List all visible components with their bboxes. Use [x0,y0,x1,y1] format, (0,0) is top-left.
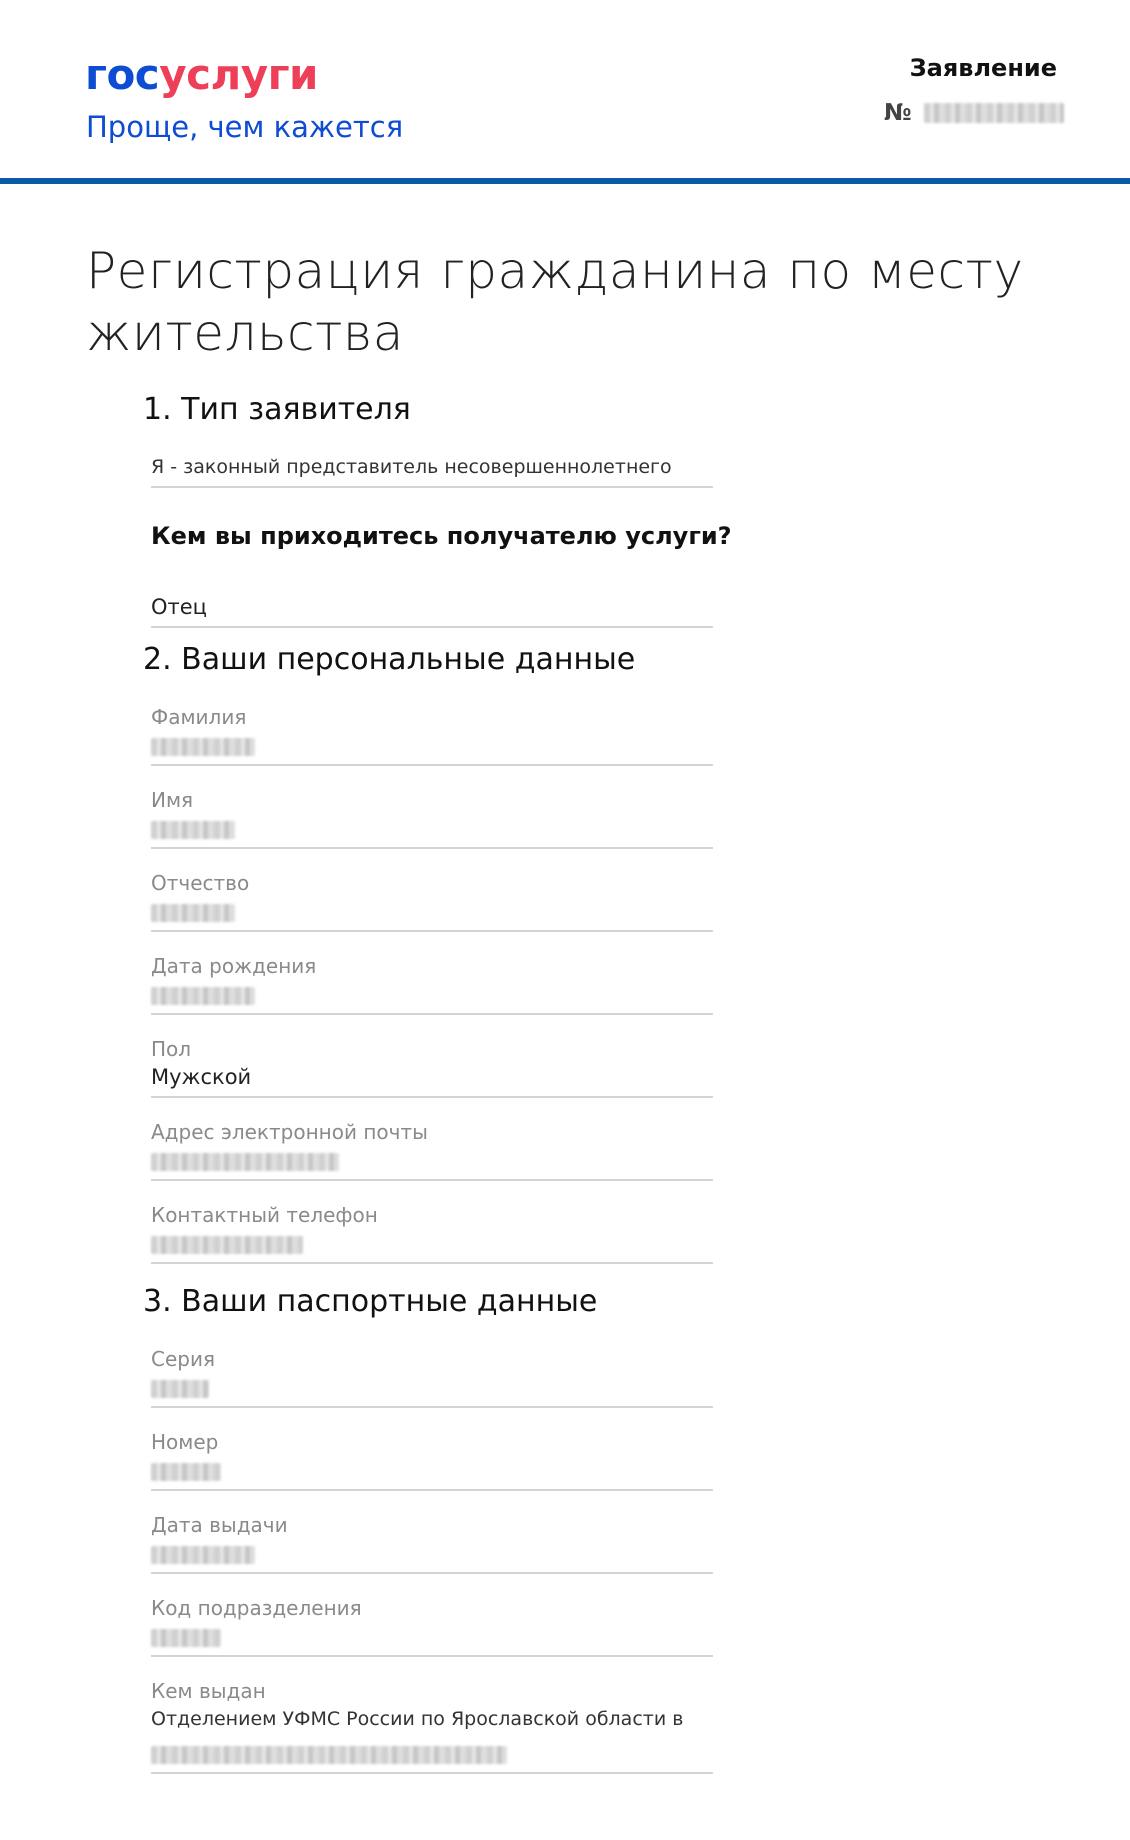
applicant-type-field [151,452,713,488]
value-department-code [151,1621,713,1655]
label-patronymic: Отчество [151,871,250,895]
field-phone [151,1202,713,1264]
redacted-number [924,103,1064,123]
relation-field [151,592,713,628]
label-email: Адрес электронной почты [151,1120,428,1144]
field-surname [151,704,713,766]
redacted-patronymic [151,904,235,922]
page-title: Регистрация гражданина по месту жительства [86,242,1024,362]
section-heading-passport-data: 3. Ваши паспортные данные [143,1284,598,1319]
field-passport-number [151,1429,713,1491]
logo-part-gos: гос [85,50,160,99]
value-issue-date [151,1538,713,1572]
section-heading-personal-data: 2. Ваши персональные данные [143,642,636,677]
logo-part-uslugi: услуги [159,50,318,99]
document-title: Заявление [909,54,1057,82]
redacted-first-name [151,821,235,839]
field-patronymic [151,870,713,932]
label-passport-series: Серия [151,1347,215,1371]
header-divider [0,178,1130,184]
page-header [0,0,1130,180]
label-issue-date: Дата выдачи [151,1513,288,1537]
value-surname [151,730,713,764]
field-department-code [151,1595,713,1657]
redacted-surname [151,738,255,756]
value-passport-series [151,1372,713,1406]
relation-question: Кем вы приходитесь получателю услуги? [151,522,732,550]
number-sign: № [884,100,912,126]
label-first-name: Имя [151,788,194,812]
value-issued-by: Отделением УФМС России по Ярославской области в [151,1708,684,1730]
redacted-passport-series [151,1380,209,1398]
field-first-name [151,787,713,849]
redacted-email [151,1153,339,1171]
value-patronymic [151,896,713,930]
redacted-department-code [151,1629,221,1647]
label-gender: Пол [151,1037,192,1061]
relation-value: Отец [151,595,207,619]
value-birth-date [151,979,713,1013]
value-email [151,1145,713,1179]
document-number [884,100,1064,126]
label-department-code: Код подразделения [151,1596,362,1620]
field-passport-series [151,1346,713,1408]
value-phone [151,1228,713,1262]
label-issued-by: Кем выдан [151,1679,266,1703]
field-gender [151,1036,713,1098]
value-first-name [151,813,713,847]
redacted-issue-date [151,1546,255,1564]
value-issued-by-line2 [151,1738,713,1772]
label-phone: Контактный телефон [151,1203,378,1227]
field-birth-date [151,953,713,1015]
tagline: Проще, чем кажется [86,110,404,144]
gosuslugi-logo[interactable] [85,50,318,99]
section-heading-applicant-type: 1. Тип заявителя [143,392,411,427]
label-surname: Фамилия [151,705,247,729]
redacted-phone [151,1236,303,1254]
applicant-type-value: Я - законный представитель несовершеннолетнего [151,456,672,478]
field-email [151,1119,713,1181]
value-passport-number [151,1455,713,1489]
label-birth-date: Дата рождения [151,954,317,978]
redacted-birth-date [151,987,255,1005]
redacted-issued-by-continuation [151,1746,507,1764]
label-passport-number: Номер [151,1430,219,1454]
value-gender: Мужской [151,1065,252,1089]
field-issue-date [151,1512,713,1574]
field-issued-by [151,1678,713,1774]
redacted-passport-number [151,1463,221,1481]
